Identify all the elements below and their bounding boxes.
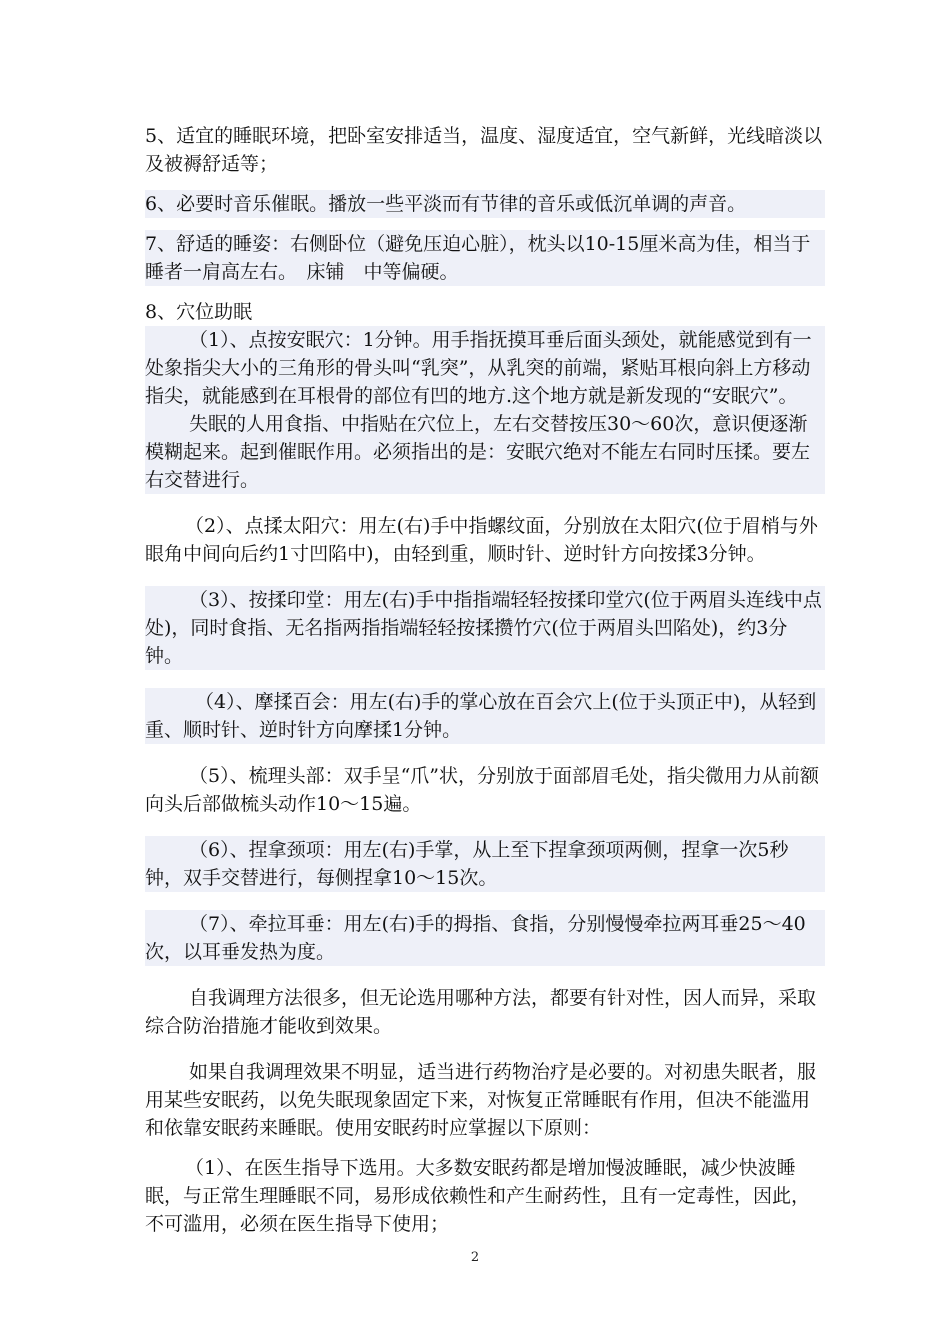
paragraph-earlobe: （7）、牵拉耳垂：用左(右)手的拇指、食指，分别慢慢牵拉两耳垂25～40次，以耳垂发热为度。 <box>145 910 825 966</box>
paragraph-self-care: 自我调理方法很多，但无论选用哪种方法，都要有针对性，因人而异，采取综合防治措施才能收到效果。 <box>145 987 817 1037</box>
paragraph-anmian-method: 失眠的人用食指、中指贴在穴位上，左右交替按压30～60次，意识便逐渐模糊起来。起到催眠作用。必须指出的是：安眠穴绝对不能左右同时压揉。要左右交替进行。 <box>145 410 825 494</box>
paragraph-comb-head: （5）、梳理头部：双手呈“爪”状，分别放于面部眉毛处，指尖微用力从前额向头后部做梳头动作10～15遍。 <box>145 765 820 815</box>
page-number: 2 <box>470 1250 480 1265</box>
paragraph-anmian-point: （1）、点按安眠穴：1分钟。用手指抚摸耳垂后面头颈处，就能感觉到有一处象指尖大小的三角形的骨头叫“乳突”，从乳突的前端，紧贴耳根向斜上方移动指尖，就能感到在耳根骨的部位有凹的地方.这个地方就是新发现的“安眠穴”。 <box>145 326 825 410</box>
paragraph-music: 6、必要时音乐催眠。播放一些平淡而有节律的音乐或低沉单调的声音。 <box>145 190 825 218</box>
paragraph-taiyang: （2）、点揉太阳穴：用左(右)手中指螺纹面，分别放在太阳穴(位于眉梢与外眼角中间向后约1寸凹陷中)，由轻到重，顺时针、逆时针方向按揉3分钟。 <box>145 515 818 565</box>
paragraph-doctor-guidance: （1）、在医生指导下选用。大多数安眠药都是增加慢波睡眠，减少快波睡眠，与正常生理睡眠不同，易形成依赖性和产生耐药性，且有一定毒性，因此，不可滥用，必须在医生指导下使用； <box>145 1157 811 1235</box>
paragraph-neck: （6）、捏拿颈项：用左(右)手掌，从上至下捏拿颈项两侧，捏拿一次5秒钟，双手交替进行，每侧捏拿10～15次。 <box>145 836 825 892</box>
document-body <box>145 122 825 1238</box>
paragraph-sleep-posture: 7、舒适的睡姿：右侧卧位（避免压迫心脏），枕头以10-15厘米高为佳，相当于睡者一肩高左右。 床铺 中等偏硬。 <box>145 230 825 286</box>
paragraph-medication: 如果自我调理效果不明显，适当进行药物治疗是必要的。对初患失眠者，服用某些安眠药，以免失眠现象固定下来，对恢复正常睡眠有作用，但决不能滥用和依靠安眠药来睡眠。使用安眠药时应掌握以下原则： <box>145 1061 817 1139</box>
paragraph-yintang: （3）、按揉印堂：用左(右)手中指指端轻轻按揉印堂穴(位于两眉头连线中点处)，同时食指、无名指两指指端轻轻按揉攒竹穴(位于两眉头凹陷处)，约3分钟。 <box>145 586 825 670</box>
paragraph-acupoint-heading: 8、穴位助眠 <box>145 301 253 323</box>
paragraph-sleep-environment: 5、适宜的睡眠环境，把卧室安排适当，温度、湿度适宜，空气新鲜，光线暗淡以及被褥舒适等； <box>145 125 823 175</box>
paragraph-baihui: （4）、摩揉百会：用左(右)手的掌心放在百会穴上(位于头顶正中)，从轻到重、顺时针、逆时针方向摩揉1分钟。 <box>145 688 825 744</box>
